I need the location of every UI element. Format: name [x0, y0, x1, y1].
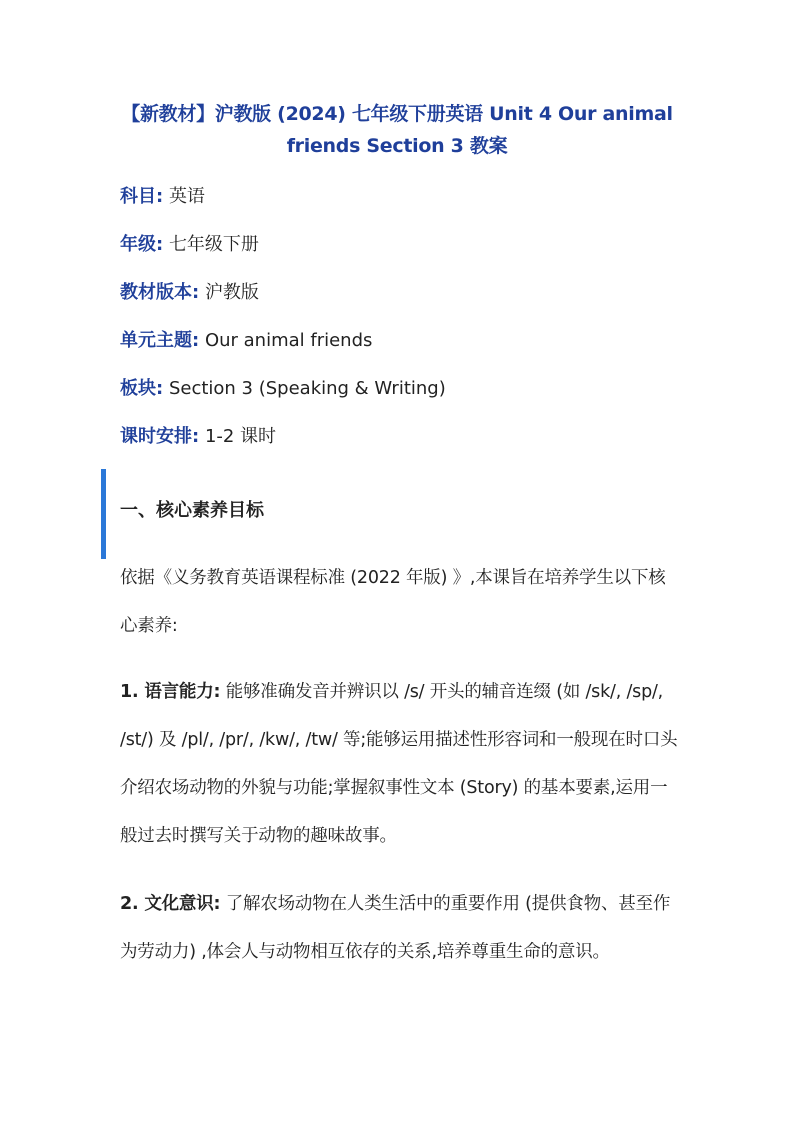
meta-value: 沪教版	[204, 282, 259, 303]
meta-label: 年级:	[120, 234, 164, 255]
goal-paragraph-culture	[120, 880, 682, 976]
meta-value: 英语	[168, 186, 205, 207]
section-accent-bar	[101, 469, 106, 559]
meta-value: 七年级下册	[168, 234, 259, 255]
meta-unit-theme	[120, 328, 372, 354]
meta-section	[120, 376, 446, 402]
section-heading: 一、核心素养目标	[120, 500, 264, 521]
meta-value: Section 3 (Speaking & Writing)	[168, 378, 446, 399]
goal-text: 了解农场动物在人类生活中的重要作用 (提供食物、甚至作为劳动力) ,体会人与动物相互依存的关系,培养尊重生命的意识。	[120, 894, 671, 962]
goal-paragraph-language	[120, 668, 682, 860]
meta-subject	[120, 184, 205, 210]
goal-label: 2. 文化意识:	[120, 894, 221, 914]
meta-grade	[120, 232, 259, 258]
meta-label: 板块:	[120, 378, 164, 399]
goal-label: 1. 语言能力:	[120, 682, 221, 702]
meta-value: 1-2 课时	[204, 426, 277, 447]
meta-label: 教材版本:	[120, 282, 200, 303]
document-title: 【新教材】沪教版 (2024) 七年级下册英语 Unit 4 Our animal friends Section 3 教案	[121, 103, 673, 157]
goal-text: 能够准确发音并辨识以 /s/ 开头的辅音连缀 (如 /sk/, /sp/, /st/) 及 /pl/, /pr/, /kw/, /tw/ 等;能够运用描述性形容词和一般现在时口头介绍农场动物的外貌与功能;掌握叙事性文本 (Story) 的基本要素,运用一般过去时撰写关于动物的趣味故事。	[120, 682, 678, 846]
meta-label: 科目:	[120, 186, 164, 207]
meta-label: 课时安排:	[120, 426, 200, 447]
meta-label: 单元主题:	[120, 330, 200, 351]
meta-value: Our animal friends	[204, 330, 373, 351]
intro-paragraph: 依据《义务教育英语课程标准 (2022 年版) 》,本课旨在培养学生以下核心素养:	[120, 568, 666, 636]
meta-lesson-hours	[120, 424, 276, 450]
meta-textbook-edition	[120, 280, 259, 306]
